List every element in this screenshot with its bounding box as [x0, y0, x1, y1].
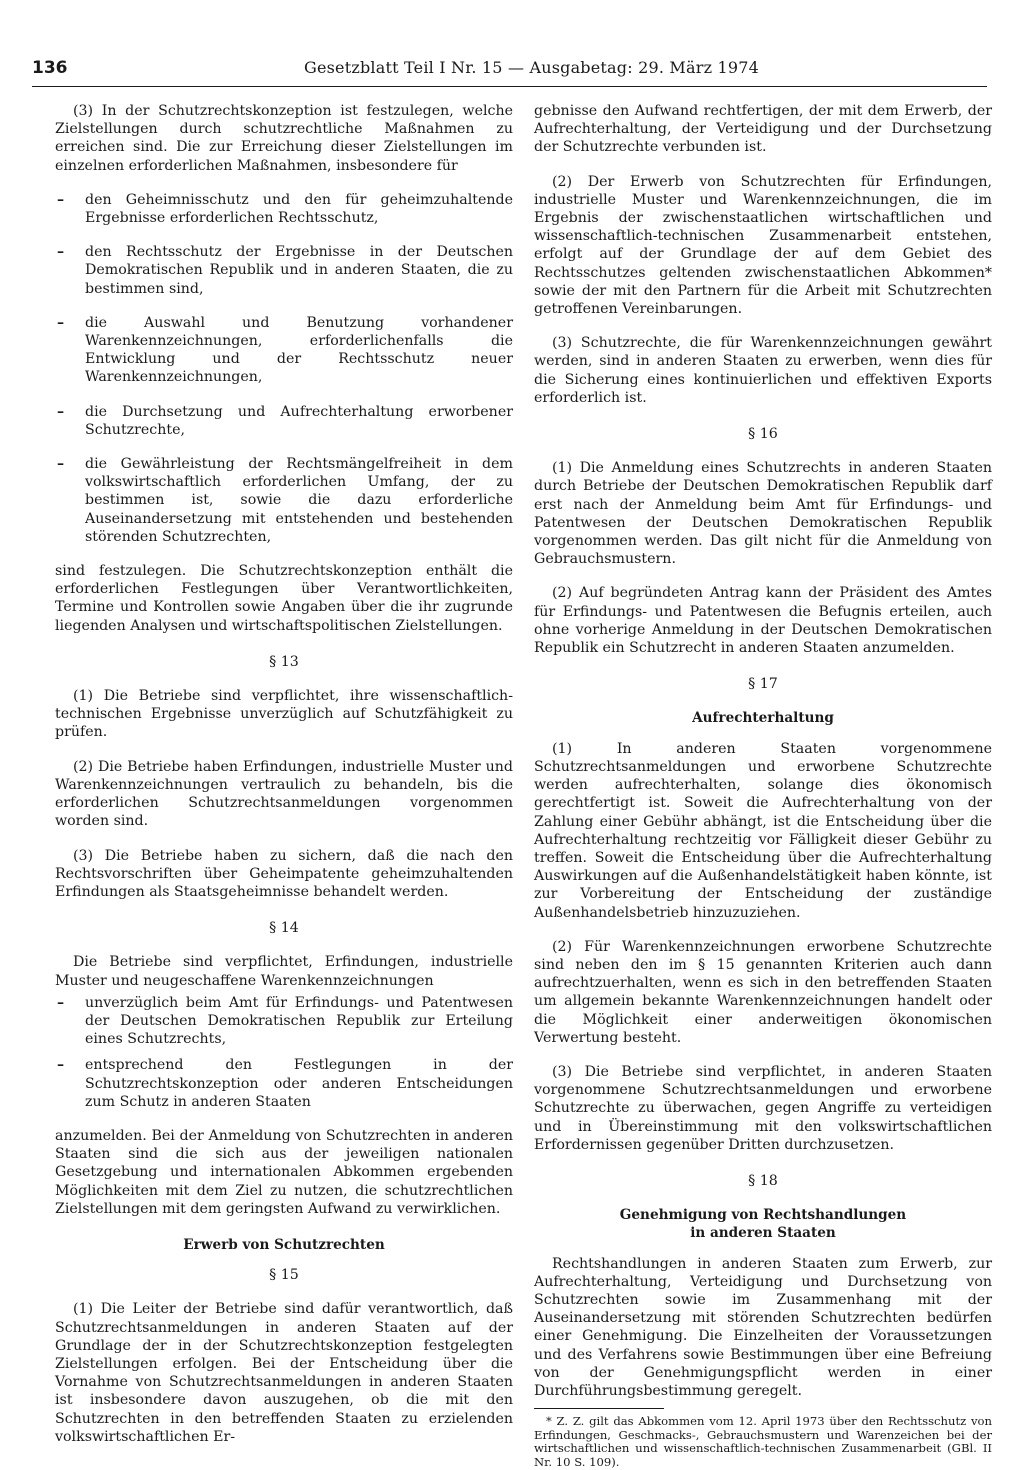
section-15-paragraph-1: (1) Die Leiter der Betriebe sind dafür verantwortlich, daß Schutzrechtsanmeldungen in anderen Staaten auf der Grundlage der in der Schutzrechtskonzeption festgelegten Zielstellungen erfolgen. Bei der Entscheidung über die Vornahme von Schutzrechtsanmeldungen in anderen Staaten ist insbesondere davon auszugehen, ob die mit den Schutzrechten in den betreffenden Staaten zu erzielenden volkswirtschaftlichen Er-: [55, 1301, 513, 1445]
list-item: – die Auswahl und Benutzung vorhandener Warenkennzeichnungen, erforderlichenfalls die Entwicklung und der Rechtsschutz neuer Warenkennzeichnungen,: [55, 314, 513, 387]
section-15-title: § 15: [269, 1267, 299, 1284]
list-item: – entsprechend den Festlegungen in der Schutzrechtskonzeption oder anderen Entscheidungen zum Schutz in anderen Staaten: [55, 1056, 513, 1111]
section-13-paragraph-1: (1) Die Betriebe sind verpflichtet, ihre wissenschaftlich-technischen Ergebnisse unverzüglich auf Schutzfähigkeit zu prüfen.: [55, 688, 513, 741]
page-number: 136: [32, 58, 68, 78]
registration-list: [55, 994, 513, 1111]
running-title: Gesetzblatt Teil I Nr. 15 — Ausgabetag: 29. März 1974: [304, 58, 760, 77]
section-18-paragraph-1: Rechtshandlungen in anderen Staaten zum Erwerb, zur Aufrechterhaltung, Verteidigung und Durchsetzung von Schutzrechten sowie im Zusammenhang mit der Auseinandersetzung mit störenden Schutzrechten bedürfen einer Genehmigung. Die Einzelheiten der Voraussetzungen und des Verfahrens sowie Bestimmungen über eine Befreiung von der Genehmigungspflicht werden in einer Durchführungsbestimmung geregelt.: [534, 1255, 992, 1399]
paragraph-3-close: sind festzulegen. Die Schutzrechtskonzeption enthält die erforderlichen Festlegungen über Verantwortlichkeiten, Termine und Kontrollen sowie Angaben über die ihr zugrunde liegenden Analysen und wirtschaftspolitischen Zielstellungen.: [55, 563, 513, 634]
section-18-title: § 18: [748, 1172, 778, 1189]
section-17-paragraph-2: (2) Für Warenkennzeichnungen erworbene Schutzrechte sind neben den im § 15 genannten Kriterien auch dann aufrechtzuerhalten, wenn es sich in den betreffenden Staaten um allgemein bekannte Warenkennzeichnungen handelt oder die Möglichkeit einer anderweitigen ökonomischen Verwertung besteht.: [534, 938, 992, 1046]
requirements-list: [55, 191, 513, 546]
section-18-heading-line-1: Genehmigung von Rechtshandlungen: [619, 1207, 907, 1224]
section-17-title: § 17: [748, 676, 778, 693]
list-item: – die Gewährleistung der Rechtsmängelfreiheit in dem volkswirtschaftlich erforderlichen Umfang, der zu bestimmen ist, sowie die dazu erforderliche Auseinandersetzung mit entstehenden und bestehenden störenden Schutzrechten,: [55, 455, 513, 546]
page-header: [32, 58, 987, 87]
heading-erwerb: Erwerb von Schutzrechten: [183, 1236, 385, 1253]
section-13-title: § 13: [269, 653, 299, 670]
section-17-paragraph-3: (3) Die Betriebe sind verpflichtet, in anderen Staaten vorgenommene Schutzrechtsanmeldungen und erworbene Schutzrechte zu überwachen, gegen Angriffe zu verteidigen und in Übereinstimmung mit den volkswirtschaftlichen Erfordernissen gegenüber Dritten durchzusetzen.: [534, 1063, 992, 1153]
section-14-close: anzumelden. Bei der Anmeldung von Schutzrechten in anderen Staaten sind die sich aus der jeweiligen nationalen Gesetzgebung und internationalen Abkommen ergebenden Möglichkeiten mit dem Ziel zu nutzen, die schutzrechtlichen Zielstellungen mit dem geringsten Aufwand zu verwirklichen.: [55, 1127, 513, 1217]
list-item: – den Geheimnisschutz und den für geheimzuhaltende Ergebnisse erforderlichen Rechtsschutz,: [55, 191, 513, 227]
section-16-paragraph-1: (1) Die Anmeldung eines Schutzrechts in anderen Staaten durch Betriebe der Deutschen Demokratischen Republik darf erst nach der Anmeldung beim Amt für Erfindungs- und Patentwesen der Deutschen Demokratischen Republik vorgenommen werden. Das gilt nicht für die Anmeldung von Gebrauchsmustern.: [534, 460, 992, 568]
section-16-title: § 16: [748, 426, 778, 443]
paragraph-3-intro: (3) In der Schutzrechtskonzeption ist festzulegen, welche Zielstellungen durch schutzrechtliche Maßnahmen zu erreichen sind. Die zur Erreichung dieser Zielstellungen im einzelnen erforderlichen Maßnahmen, insbesondere für: [55, 103, 513, 174]
section-15-paragraph-2: (2) Der Erwerb von Schutzrechten für Erfindungen, industrielle Muster und Warenkennzeichnungen, die im Ergebnis der zwischenstaatlichen wirtschaftlichen und wissenschaftlich-technischen Zusammenarbeit entstehen, erfolgt auf der Grundlage der auf dem Gebiet des Rechtsschutzes geltenden zwischenstaatlichen Abkommen* sowie der mit den Partnern für die Arbeit mit Schutzrechten getroffenen Vereinbarungen.: [534, 173, 992, 318]
section-17-heading: Aufrechterhaltung: [692, 710, 834, 727]
section-15-paragraph-1-continued: gebnisse den Aufwand rechtfertigen, der mit dem Erwerb, der Aufrechterhaltung, der Verteidigung und der Durchsetzung der Schutzrechte verbunden ist.: [534, 103, 992, 156]
section-14-intro: Die Betriebe sind verpflichtet, Erfindungen, industrielle Muster und neugeschaffene Warenkennzeichnungen: [55, 954, 513, 989]
right-column: [534, 102, 992, 1470]
section-18-heading-line-2: in anderen Staaten: [690, 1225, 836, 1242]
section-14-title: § 14: [269, 920, 299, 937]
section-13-paragraph-2: (2) Die Betriebe haben Erfindungen, industrielle Muster und Warenkennzeichnungen vertraulich zu behandeln, bis die erforderlichen Schutzrechtsanmeldungen vorgenommen worden sind.: [55, 758, 513, 830]
list-item: – den Rechtsschutz der Ergebnisse in der Deutschen Demokratischen Republik und in anderen Staaten, die zu bestimmen sind,: [55, 243, 513, 298]
section-13-paragraph-3: (3) Die Betriebe haben zu sichern, daß die nach den Rechtsvorschriften über Geheimpatente geheimzuhaltenden Erfindungen als Staatsgeheimnisse behandelt werden.: [55, 847, 513, 900]
left-column: [55, 102, 513, 1462]
section-16-paragraph-2: (2) Auf begründeten Antrag kann der Präsident des Amtes für Erfindungs- und Patentwesen die Befugnis erteilen, auch ohne vorherige Anmeldung in der Deutschen Demokratischen Republik ein Schutzrecht in anderen Staaten anzumelden.: [534, 585, 992, 657]
footnote-divider: [534, 1408, 664, 1409]
section-17-paragraph-1: (1) In anderen Staaten vorgenommene Schutzrechtsanmeldungen und erworbene Schutzrechte werden aufrechterhalten, solange dies ökonomisch gerechtfertigt ist. Soweit die Aufrechterhaltung von der Zahlung einer Gebühr abhängt, ist die Entscheidung über die Aufrechterhaltung rechtzeitig vor Fälligkeit dieser Gebühr zu treffen. Soweit die Entscheidung über die Aufrechterhaltung Auswirkungen auf die Außenhandelstätigkeit haben könnte, ist zur Vorbereitung der Entscheidung der zuständige Außenhandelsbetrieb hinzuzuziehen.: [534, 740, 992, 921]
section-15-paragraph-3: (3) Schutzrechte, die für Warenkennzeichnungen gewährt werden, sind in anderen Staaten zu erwerben, wenn dies für die Sicherung eines kontinuierlichen und effektiven Exports erforderlich ist.: [534, 335, 992, 406]
list-item: – unverzüglich beim Amt für Erfindungs- und Patentwesen der Deutschen Demokratischen Republik zur Erteilung eines Schutzrechts,: [55, 994, 513, 1049]
footnote: * Z. Z. gilt das Abkommen vom 12. April 1973 über den Rechtsschutz von Erfindungen, Geschmacks-, Gebrauchsmustern und Warenzeichen bei der wirtschaftlichen und wissenschaftlich-technischen Zusammenarbeit (GBl. II Nr. 10 S. 109).: [534, 1414, 992, 1469]
list-item: – die Durchsetzung und Aufrechterhaltung erworbener Schutzrechte,: [55, 403, 513, 439]
